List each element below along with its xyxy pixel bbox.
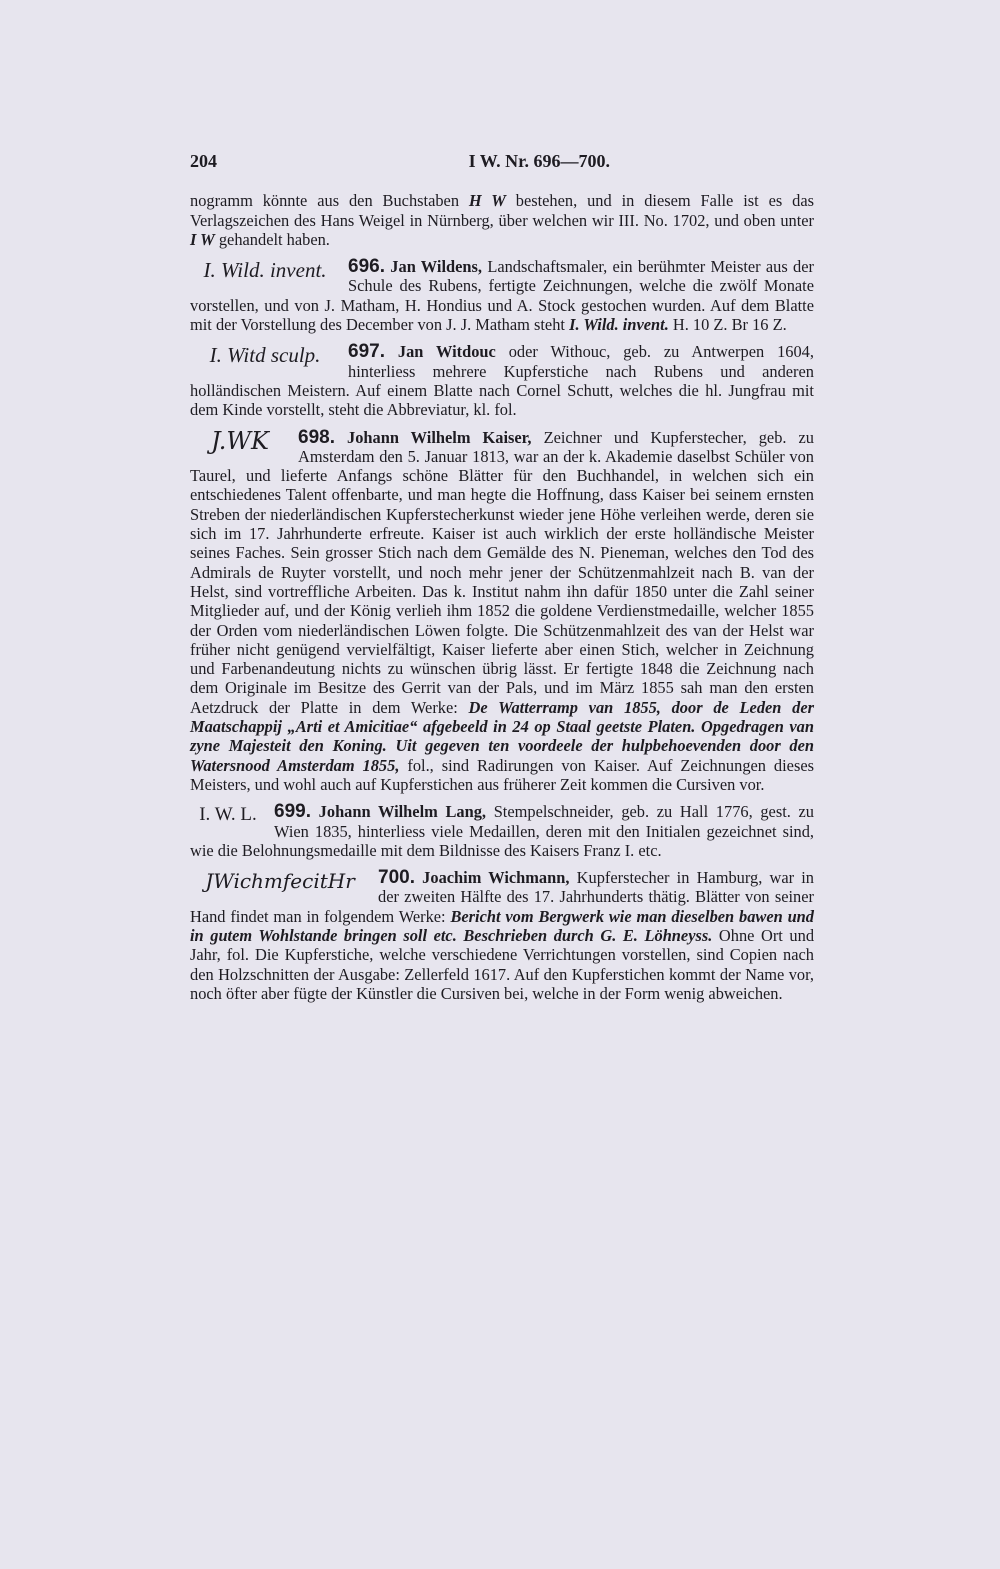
- running-title: I W. Nr. 696—700.: [468, 151, 610, 171]
- monogram: I. Wild. invent.: [203, 258, 327, 283]
- entry-number: 699.: [274, 801, 311, 823]
- artist-name: Johann Wilhelm Lang,: [318, 802, 486, 822]
- running-head: [190, 152, 610, 171]
- artist-name: Johann Wilhelm Kaiser,: [347, 427, 532, 447]
- entry-696: 696. Jan Wildens, I. Wild. invent. Landschaftsmaler, ein berühmter Meister aus der Schule des Rubens, fertigte Zeichnungen, welche die zwölf Monate vorstellen, und von J. Matham, H. Hondius und A. Stock gestochen wurden. Auf dem Blatte mit der Vorstellung des December von J. J. Matham steht I. Wild. invent. H. 10 Z. Br 16 Z.: [190, 256, 814, 335]
- monogram-ref: H W: [468, 191, 506, 211]
- monogram: I. Witd sculp.: [209, 343, 321, 368]
- book-title: Bericht vom Bergwerk wie man dieselben bawen und in gutem Wohlstande bringen soll etc. Beschrieben durch G. E. Löhneyss.: [190, 906, 814, 945]
- entry-number: 700.: [378, 867, 415, 889]
- artist-name: Jan Witdouc: [397, 342, 496, 362]
- entry-number: 696.: [348, 256, 385, 278]
- monogram: J.WK: [211, 426, 269, 455]
- book-title: De Watterramp van 1855, door de Leden der Maatschappij „Arti et Amicitiae“ afgebeeld in 24 op Staal geetste Platen. Opgedragen van zyne Majesteit den Koning. Uit gegeven ten voordeele der hulpbehoevenden door den Watersnood Amsterdam 1855,: [190, 697, 814, 775]
- entry-number: 697.: [348, 341, 385, 363]
- monogram: JWichmfecitHr: [205, 869, 355, 894]
- artist-name: Joachim Wichmann,: [422, 868, 570, 888]
- monogram: I. W. L.: [199, 804, 257, 826]
- intro-paragraph: nogramm könnte aus den Buchstaben H W bestehen, und in diesem Falle ist es das Verlagszeichen des Hans Weigel in Nürnberg, über welchen wir III. No. 1702, und oben unter I W gehandelt haben.: [190, 191, 815, 249]
- entry-699: 699. Johann Wilhelm Lang, I. W. L. Stempelschneider, geb. zu Hall 1776, gest. zu Wien 1835, hinterliess viele Medaillen, deren mit den Initialen gezeichnet sind, wie die Belohnungsmedaille mit dem Bildnisse des Kaisers Franz I. etc.: [190, 801, 814, 860]
- artist-name: Jan Wildens,: [390, 257, 482, 277]
- entry-number: 698.: [298, 426, 335, 448]
- monogram-ref: I. Wild. invent.: [569, 315, 669, 335]
- entry-700: 700. Joachim Wichmann, JWichmfecitHr Kupferstecher in Hamburg, war in der zweiten Hälfte des 17. Jahrhunderts thätig. Blätter von seiner Hand findet man in folgendem Werke: Bericht vom Bergwerk wie man dieselben bawen und in gutem Wohlstande bringen soll etc. Beschrieben durch G. E. Löhneyss. Ohne Ort und Jahr, fol. Die Kupferstiche, welche verschiedene Verrichtungen vorstellen, sind Copien nach den Holzschnitten der Ausgabe: Zellerfeld 1617. Auf den Kupferstichen kommt der Name vor, noch öfter aber fügte der Künstler die Cursiven bei, welche in der Form wenig abweichen.: [190, 867, 815, 1003]
- entry-697: 697. Jan Witdouc I. Witd sculp. oder Withouc, geb. zu Antwerpen 1604, hinterliess mehrere Kupferstiche nach Rubens und anderen holländischen Meistern. Auf einem Blatte nach Cornel Schutt, welches die hl. Jungfrau mit dem Kinde vorstellt, steht die Abbreviatur, kl. fol.: [190, 341, 814, 420]
- book-page: [190, 152, 814, 1003]
- monogram-ref: I W: [190, 229, 215, 249]
- entry-698: 698. Johann Wilhelm Kaiser, J.WK Zeichner und Kupferstecher, geb. zu Amsterdam den 5. Januar 1813, war an der k. Akademie daselbst Schüler von Taurel, und lieferte Anfangs schöne Blätter für den Buchhandel, in welchen sich ein entschiedenes Talent offenbarte, und man hegte die Hoffnung, dass Kaiser bei seinem ernsten Streben der niederländischen Kupferstecherkunst wieder jene Höhe verleihen werde, deren sie sich im 17. Jahrhunderte erfreute. Kaiser ist auch wirklich der erste holländische Meister seines Faches. Sein grosser Stich nach dem Gemälde des N. Pieneman, welches den Tod des Admirals de Ruyter vorstellt, und noch mehr jener der Schützenmahlzeit nach B. van der Helst, sind vortreffliche Arbeiten. Das k. Institut nahm ihn dafür 1850 unter die Zahl seiner Mitglieder auf, und der König verlieh ihm 1852 die goldene Verdienstmedaille, welcher 1855 der Orden vom niederländischen Löwen folgte. Die Schützenmahlzeit des van der Helst war früher nicht genügend vervielfältigt, Kaiser lieferte aber einen Stich, welcher in Zeichnung und Farbenandeutung nichts zu wünschen übrig lässt. Er fertigte 1848 die Zeichnung nach dem Originale im Besitze des Gerrit van der Pals, und im März 1855 sah man den ersten Aetzdruck der Platte in dem Werke: De Watterramp van 1855, door de Leden der Maatschappij „Arti et Amicitiae“ afgebeeld in 24 op Staal geetste Platen. Opgedragen van zyne Majesteit den Koning. Uit gegeven ten voordeele der hulpbehoevenden door den Watersnood Amsterdam 1855, fol., sind Radirungen von Kaiser. Auf Zeichnungen dieses Meisters, und wohl auch auf Kupferstichen aus früherer Zeit kommen die Cursiven vor.: [190, 426, 814, 794]
- page-number: 204: [190, 151, 217, 171]
